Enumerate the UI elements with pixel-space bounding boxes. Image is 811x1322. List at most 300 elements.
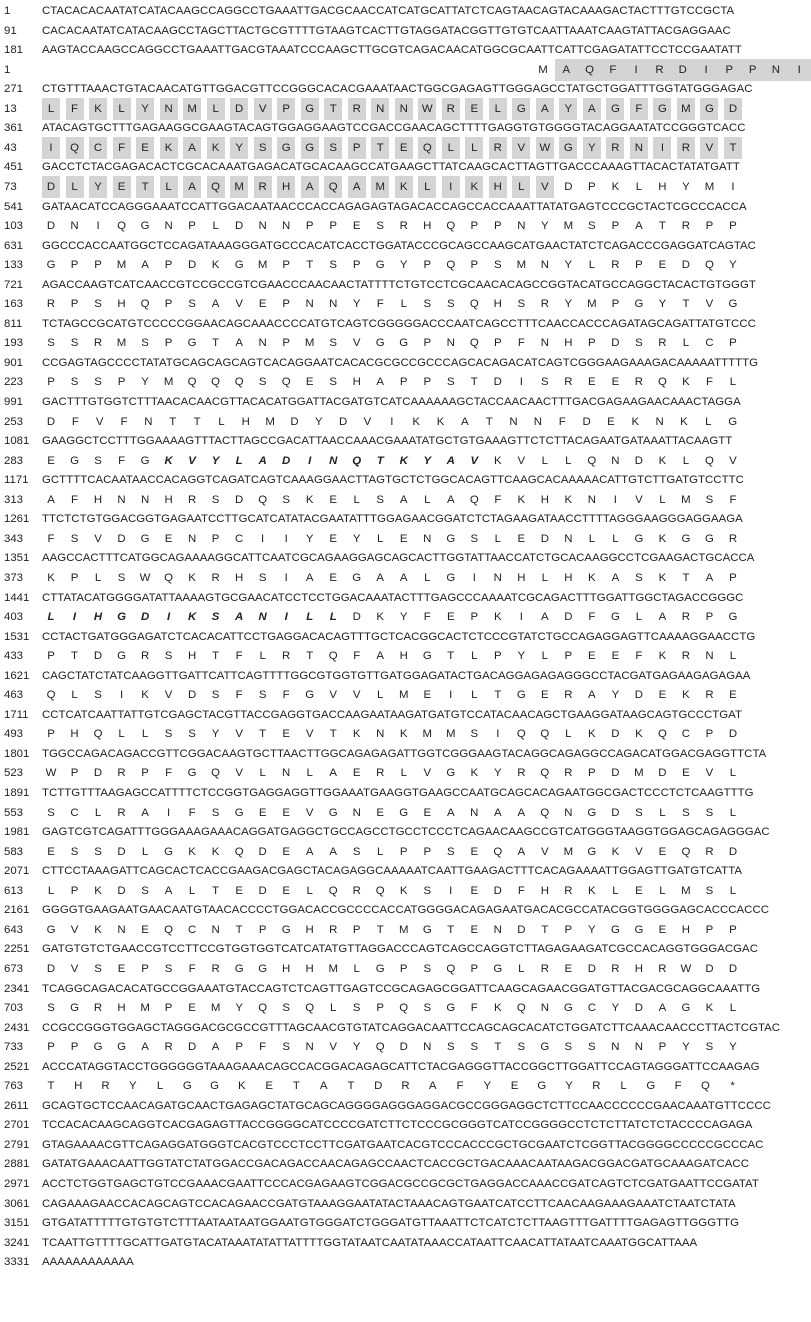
- amino-acid: V: [235, 298, 243, 311]
- row-start-number: 2161: [4, 904, 30, 917]
- amino-acid: F: [113, 137, 131, 159]
- amino-acid: P: [47, 650, 55, 663]
- row-start-number: 523: [4, 767, 24, 780]
- amino-acid: G: [305, 689, 315, 702]
- amino-acid: L: [156, 1080, 164, 1093]
- amino-acid: S: [352, 1002, 361, 1015]
- amino-acid: S: [324, 137, 342, 159]
- row-start-number: 3241: [4, 1236, 30, 1249]
- amino-acid: G: [700, 98, 718, 120]
- amino-acid: R: [254, 176, 272, 198]
- amino-acid: M: [677, 98, 695, 120]
- amino-acid: M: [163, 376, 174, 389]
- amino-acid: S: [446, 1041, 455, 1054]
- amino-acid: G: [117, 650, 126, 663]
- amino-acid: R: [681, 611, 691, 624]
- amino-acid: I: [119, 689, 124, 702]
- amino-acid: D: [187, 1041, 197, 1054]
- amino-acid: T: [212, 884, 220, 897]
- amino-acid: Q: [164, 923, 174, 936]
- amino-acid: V: [188, 454, 196, 467]
- amino-acid: M: [516, 259, 527, 272]
- amino-acid: I: [390, 415, 394, 428]
- amino-acid: N: [470, 806, 479, 819]
- amino-acid: K: [207, 137, 225, 159]
- amino-acid: Q: [681, 845, 691, 858]
- amino-acid: M: [398, 689, 409, 702]
- row-start-number: 1891: [4, 787, 30, 799]
- amino-acid: G: [493, 962, 503, 975]
- row-start-number: 1801: [4, 747, 30, 760]
- amino-acid: D: [235, 493, 244, 506]
- amino-acid: Q: [211, 767, 221, 780]
- nucleotide-sequence: CTTATACATGGGGATATTAAAAGTGCGAACATCCTCCTGGACAAATACTTTGAGCCCAAAATCGCAGACTTTGGATTGGCTAGACCGGGC: [42, 591, 744, 604]
- amino-acid: P: [705, 220, 714, 233]
- amino-acid: N: [305, 298, 314, 311]
- amino-acid: V: [305, 806, 314, 819]
- amino-acid: Y: [128, 1080, 137, 1093]
- amino-acid: A: [348, 176, 366, 198]
- amino-acid: H: [282, 962, 291, 975]
- amino-acid: G: [258, 962, 268, 975]
- amino-acid: T: [212, 337, 220, 350]
- amino-acid: D: [611, 806, 620, 819]
- amino-acid: H: [187, 650, 197, 663]
- amino-acid: S: [70, 337, 79, 350]
- amino-acid: P: [399, 376, 408, 389]
- amino-acid: D: [187, 259, 197, 272]
- row-start-number: 103: [4, 220, 24, 233]
- amino-acid: M: [304, 337, 315, 350]
- amino-acid: R: [329, 923, 338, 936]
- amino-acid: P: [70, 571, 79, 584]
- amino-acid: I: [788, 59, 811, 81]
- amino-acid: L: [42, 98, 60, 120]
- amino-acid: T: [169, 415, 177, 428]
- amino-acid: E: [329, 532, 337, 545]
- amino-acid: K: [493, 1002, 502, 1015]
- amino-acid: P: [423, 376, 432, 389]
- amino-acid: I: [284, 611, 288, 624]
- amino-acid: Y: [611, 689, 620, 702]
- amino-acid: S: [705, 493, 714, 506]
- amino-acid: G: [537, 1080, 547, 1093]
- nucleotide-sequence: GAAGGCTCCTTTGGAAAAGTTTACTTAGCCGACATTAACCAAACGAAATATGCTGTGAAAGTTCTCTTACAGAATGATAAATTACAAGTT: [42, 435, 733, 448]
- amino-acid: N: [164, 220, 173, 233]
- amino-acid: P: [423, 845, 432, 858]
- amino-acid: N: [493, 923, 502, 936]
- amino-acid: H: [241, 415, 250, 428]
- amino-acid: R: [517, 767, 526, 780]
- amino-acid: E: [658, 259, 667, 272]
- amino-acid: R: [282, 650, 291, 663]
- amino-acid: V: [254, 98, 272, 120]
- nucleotide-sequence: ATACAGTGCTTTGAGAAGGCGAAGTACAGTGGAGGAAGTCCGACCGAACAGCTTTTGAGGTGTGGGGTACAGGAATATCCGGGTCACC: [42, 122, 746, 135]
- amino-acid: D: [587, 962, 596, 975]
- amino-acid: P: [705, 923, 714, 936]
- amino-acid: A: [541, 611, 549, 624]
- amino-acid: K: [493, 454, 502, 467]
- amino-acid: S: [94, 454, 102, 467]
- amino-acid: S: [517, 1041, 526, 1054]
- amino-acid: L: [94, 806, 102, 819]
- amino-acid: W: [536, 137, 554, 159]
- amino-acid: A: [164, 884, 173, 897]
- amino-acid: F: [282, 689, 290, 702]
- amino-acid: K: [588, 884, 596, 897]
- amino-acid: I: [449, 884, 453, 897]
- amino-acid: P: [70, 1041, 79, 1054]
- amino-acid: G: [182, 1080, 192, 1093]
- amino-acid: L: [400, 298, 407, 311]
- amino-acid: P: [423, 259, 432, 272]
- amino-acid: H: [540, 884, 549, 897]
- amino-acid: V: [700, 137, 718, 159]
- amino-acid: Q: [375, 1041, 385, 1054]
- amino-acid: S: [211, 493, 220, 506]
- amino-acid: R: [728, 532, 738, 545]
- amino-acid: G: [634, 298, 644, 311]
- amino-acid: A: [446, 454, 455, 467]
- row-start-number: 2791: [4, 1138, 30, 1151]
- amino-acid: Q: [164, 571, 174, 584]
- nucleotide-sequence: GGCCCACCAATGGCTCCAGATAAAGGGATGCCCACATCACCTGGATACCCGCAGCCAAGCATGAACTATCTCAGACCCGAGGATCAGTAC: [42, 239, 756, 252]
- amino-acid: E: [136, 137, 154, 159]
- amino-acid: A: [305, 571, 314, 584]
- amino-acid: M: [681, 493, 691, 506]
- amino-acid: S: [164, 962, 173, 975]
- amino-acid: Q: [540, 728, 550, 741]
- amino-acid: F: [456, 1080, 464, 1093]
- amino-acid: S: [94, 376, 102, 389]
- amino-acid: P: [70, 259, 79, 272]
- amino-acid: G: [606, 98, 624, 120]
- nucleotide-sequence: CAGCTATCTATCAAGGTTGATTCATTCAGTTTTGGCGTGGTGTTGATGGAGATACTGACAGGAGAGAGGGCCTACGATGAGAAGAGAGAA: [42, 669, 751, 682]
- amino-acid: A: [258, 454, 267, 467]
- amino-acid: K: [238, 1080, 246, 1093]
- amino-acid: I: [166, 806, 171, 819]
- amino-acid: V: [470, 454, 479, 467]
- row-start-number: 2881: [4, 1158, 30, 1171]
- row-start-number: 271: [4, 83, 24, 96]
- amino-acid: F: [353, 650, 361, 663]
- amino-acid: H: [423, 220, 432, 233]
- row-start-number: 1: [4, 63, 11, 76]
- amino-acid: R: [611, 962, 620, 975]
- amino-acid: Q: [446, 220, 456, 233]
- amino-acid: Q: [324, 176, 342, 198]
- amino-acid: Q: [705, 259, 714, 272]
- amino-acid: M: [681, 884, 691, 897]
- amino-acid: N: [564, 806, 573, 819]
- amino-acid: M: [210, 1002, 221, 1015]
- amino-acid: R: [540, 962, 549, 975]
- amino-acid: E: [541, 689, 549, 702]
- amino-acid: T: [682, 298, 690, 311]
- amino-acid: E: [423, 689, 432, 702]
- amino-acid: F: [588, 611, 596, 624]
- amino-acid: H: [681, 923, 691, 936]
- row-start-number: 1531: [4, 630, 30, 643]
- amino-acid: S: [188, 298, 196, 311]
- amino-acid: P: [493, 337, 502, 350]
- amino-acid: L: [377, 532, 384, 545]
- amino-acid: K: [635, 728, 643, 741]
- nucleotide-sequence: GGGGTGAAGAATGAACAATGTAACACCCCTGGACACCGCCCCACCATGGGGACAGAGAATGACACGCCATACGGTGGGGAGCACCCACCC: [42, 904, 770, 917]
- amino-acid: G: [46, 923, 56, 936]
- amino-acid: Q: [700, 1080, 710, 1093]
- amino-acid: D: [634, 454, 643, 467]
- amino-acid: T: [485, 415, 493, 428]
- amino-acid: R: [564, 689, 573, 702]
- amino-acid: E: [611, 376, 620, 389]
- row-start-number: 343: [4, 532, 24, 545]
- amino-acid: G: [446, 571, 456, 584]
- amino-acid: Y: [682, 180, 690, 193]
- amino-acid: C: [587, 1002, 596, 1015]
- amino-acid: L: [118, 728, 125, 741]
- amino-acid: D: [140, 611, 150, 624]
- amino-acid: Q: [207, 176, 225, 198]
- amino-acid: I: [449, 689, 453, 702]
- amino-acid: E: [470, 845, 479, 858]
- nucleotide-sequence: CCGCCGGGTGGAGCTAGGGACGCGCCGTTTAGCAACGTGTATCAGGACAATTCCAGCAGCACATCTGGATCTTCAAACAACCCTTACTCGTAC: [42, 1021, 781, 1034]
- amino-acid: E: [265, 1080, 273, 1093]
- amino-acid: A: [211, 298, 220, 311]
- amino-acid: E: [588, 650, 596, 663]
- nucleotide-sequence: GCTTTTCACAATAACCACAGGTCAGATCAGTCAAAGGAACTTAGTGCTCTGGCACAGTTCAAGCACAAAAACATTGTCTTGATGTCCTTC: [42, 474, 744, 487]
- amino-acid: P: [352, 259, 361, 272]
- amino-acid: G: [93, 1041, 103, 1054]
- amino-acid: E: [465, 98, 483, 120]
- amino-acid: G: [728, 298, 738, 311]
- amino-acid: G: [728, 611, 738, 624]
- amino-acid: M: [183, 98, 201, 120]
- amino-acid: H: [277, 176, 295, 198]
- amino-acid: R: [592, 1080, 601, 1093]
- amino-acid: Y: [352, 532, 361, 545]
- amino-acid: D: [540, 532, 549, 545]
- amino-acid: A: [705, 571, 714, 584]
- amino-acid: D: [564, 180, 573, 193]
- row-start-number: 763: [4, 1080, 24, 1093]
- nucleotide-sequence: AAAAAAAAAAAA: [42, 1256, 134, 1269]
- amino-acid: M: [563, 220, 574, 233]
- amino-acid: F: [517, 884, 525, 897]
- amino-acid: F: [235, 689, 243, 702]
- amino-acid: N: [611, 454, 620, 467]
- amino-acid: I: [519, 611, 523, 624]
- amino-acid: A: [461, 415, 469, 428]
- amino-acid: A: [446, 806, 455, 819]
- amino-acid: N: [587, 493, 596, 506]
- amino-acid: L: [330, 1002, 337, 1015]
- amino-acid: *: [730, 1080, 735, 1093]
- amino-acid: V: [94, 532, 102, 545]
- amino-acid: K: [188, 571, 196, 584]
- amino-acid: L: [541, 650, 548, 663]
- amino-acid: P: [399, 962, 408, 975]
- amino-acid: S: [588, 1041, 596, 1054]
- amino-acid: P: [70, 298, 79, 311]
- amino-acid: A: [183, 137, 201, 159]
- amino-acid: S: [493, 259, 502, 272]
- amino-acid: E: [282, 845, 290, 858]
- amino-acid: R: [681, 650, 691, 663]
- amino-acid: S: [211, 689, 220, 702]
- amino-acid: G: [140, 220, 150, 233]
- amino-acid: N: [211, 923, 220, 936]
- amino-acid: E: [658, 845, 667, 858]
- amino-acid: A: [235, 611, 244, 624]
- row-start-number: 451: [4, 161, 24, 174]
- amino-acid: S: [705, 884, 714, 897]
- amino-acid: K: [164, 454, 173, 467]
- amino-acid: Y: [89, 176, 107, 198]
- amino-acid: V: [517, 454, 526, 467]
- amino-acid: H: [93, 611, 103, 624]
- amino-acid: P: [588, 767, 596, 780]
- amino-acid: Q: [117, 220, 126, 233]
- amino-acid: R: [705, 845, 714, 858]
- amino-acid: Y: [559, 98, 577, 120]
- amino-acid: G: [446, 532, 456, 545]
- amino-acid: G: [540, 1041, 550, 1054]
- amino-acid: L: [659, 806, 666, 819]
- amino-acid: H: [489, 176, 507, 198]
- amino-acid: S: [47, 806, 55, 819]
- amino-acid: S: [446, 298, 455, 311]
- amino-acid: V: [423, 767, 432, 780]
- amino-acid: A: [588, 689, 596, 702]
- amino-acid: N: [329, 454, 338, 467]
- amino-acid: S: [70, 845, 79, 858]
- amino-acid: G: [117, 1041, 126, 1054]
- row-start-number: 2431: [4, 1021, 30, 1034]
- amino-acid: H: [564, 571, 573, 584]
- amino-acid: W: [139, 571, 151, 584]
- amino-acid: I: [613, 493, 617, 506]
- amino-acid: T: [371, 137, 389, 159]
- amino-acid: Y: [611, 1002, 620, 1015]
- nucleotide-sequence: CCTACTGATGGGAGATCTCACACATTCCTGAGGACACAGTTTGCTCACGGCACTCTCCCGTATCTGCCAGAGGAGTTCAAAAGGAACCTG: [42, 630, 756, 643]
- amino-acid: K: [376, 611, 385, 624]
- amino-acid: A: [555, 59, 578, 81]
- amino-acid: D: [290, 415, 299, 428]
- amino-acid: G: [187, 767, 197, 780]
- amino-acid: Y: [564, 259, 573, 272]
- row-start-number: 811: [4, 317, 23, 330]
- row-start-number: 253: [4, 415, 24, 428]
- amino-acid: Y: [211, 728, 220, 741]
- amino-acid: W: [680, 962, 692, 975]
- amino-acid: V: [329, 689, 337, 702]
- amino-acid: M: [257, 259, 268, 272]
- amino-acid: A: [47, 493, 55, 506]
- amino-acid: D: [352, 611, 361, 624]
- amino-acid: F: [71, 415, 79, 428]
- amino-acid: P: [376, 1002, 385, 1015]
- amino-acid: A: [428, 1080, 437, 1093]
- amino-acid: A: [399, 493, 408, 506]
- amino-acid: Y: [564, 298, 573, 311]
- row-start-number: 553: [4, 806, 24, 819]
- amino-acid: D: [46, 415, 56, 428]
- amino-acid: N: [564, 532, 573, 545]
- amino-acid: A: [376, 571, 385, 584]
- amino-acid: S: [188, 728, 196, 741]
- row-start-number: 43: [4, 141, 17, 154]
- amino-acid: D: [46, 962, 56, 975]
- row-start-number: 2701: [4, 1119, 30, 1132]
- amino-acid: Y: [493, 767, 502, 780]
- amino-acid: G: [301, 137, 319, 159]
- amino-acid: D: [728, 845, 738, 858]
- amino-acid: S: [258, 571, 267, 584]
- amino-acid: T: [447, 923, 455, 936]
- amino-acid: T: [306, 650, 314, 663]
- nucleotide-sequence: GATAACATCCAGGGAAATCCATTGGACAATAACCCACCAGAGAGTAGACACCAGCCACCAAATTATATGAGTCCCGCTACTCGCCCACCA: [42, 200, 747, 213]
- amino-acid: E: [729, 689, 737, 702]
- amino-acid: F: [118, 454, 126, 467]
- amino-acid: G: [587, 806, 597, 819]
- amino-acid: I: [166, 611, 171, 624]
- row-start-number: 673: [4, 962, 24, 975]
- amino-acid: K: [680, 415, 688, 428]
- amino-acid: L: [471, 689, 478, 702]
- amino-acid: G: [46, 259, 56, 272]
- amino-acid: Y: [682, 1041, 690, 1054]
- amino-acid: L: [729, 1002, 737, 1015]
- amino-acid: K: [211, 845, 220, 858]
- amino-acid: L: [424, 493, 431, 506]
- amino-acid: E: [658, 689, 667, 702]
- amino-acid: N: [187, 532, 197, 545]
- amino-acid: N: [533, 415, 542, 428]
- amino-acid: G: [446, 767, 456, 780]
- nucleotide-sequence: GAGTCGTCAGATTTGGGAAAGAAACAGGATGAGGCTGCCAGCCTGCCTCCCTCAGAACAAGCCGTCATGGGTAAGGTGGAGCAGAGGGAC: [42, 826, 770, 839]
- amino-acid: N: [517, 220, 526, 233]
- nucleotide-sequence: GTGATATTTTTGTGTGTCTTTAATAATAATGGAATGTGGGATCTGGGATGTTAAATTCTCATCTCTTAAGTTTGATTTTGAGAGTTGGGTTG: [42, 1217, 740, 1230]
- amino-acid: H: [117, 1002, 126, 1015]
- amino-acid: P: [493, 650, 502, 663]
- row-start-number: 583: [4, 845, 24, 858]
- amino-acid: S: [470, 1041, 479, 1054]
- amino-acid: F: [635, 650, 643, 663]
- amino-acid: K: [399, 728, 408, 741]
- amino-acid: Q: [281, 376, 291, 389]
- amino-acid: L: [141, 845, 149, 858]
- amino-acid: N: [140, 493, 150, 506]
- row-start-number: 3151: [4, 1217, 30, 1230]
- amino-acid: N: [371, 98, 389, 120]
- amino-acid: E: [682, 767, 690, 780]
- amino-acid: M: [563, 845, 574, 858]
- amino-acid: T: [724, 137, 742, 159]
- nucleotide-sequence: TCAGGCAGACACATGCCGGAAATGTACCAGTCTCAGTTGAGTCCGCAGAGCGGATTCAAGCAGAACGGATGTTACGACGCAGGCAAATTG: [42, 982, 761, 995]
- amino-acid: G: [705, 532, 714, 545]
- amino-acid: Q: [446, 259, 456, 272]
- amino-acid: L: [729, 767, 737, 780]
- amino-acid: V: [635, 845, 643, 858]
- amino-acid: H: [493, 298, 502, 311]
- amino-acid: I: [261, 532, 265, 545]
- amino-acid: E: [564, 962, 573, 975]
- amino-acid: P: [94, 259, 102, 272]
- amino-acid: K: [658, 532, 667, 545]
- amino-acid: S: [211, 611, 220, 624]
- amino-acid: S: [705, 1041, 714, 1054]
